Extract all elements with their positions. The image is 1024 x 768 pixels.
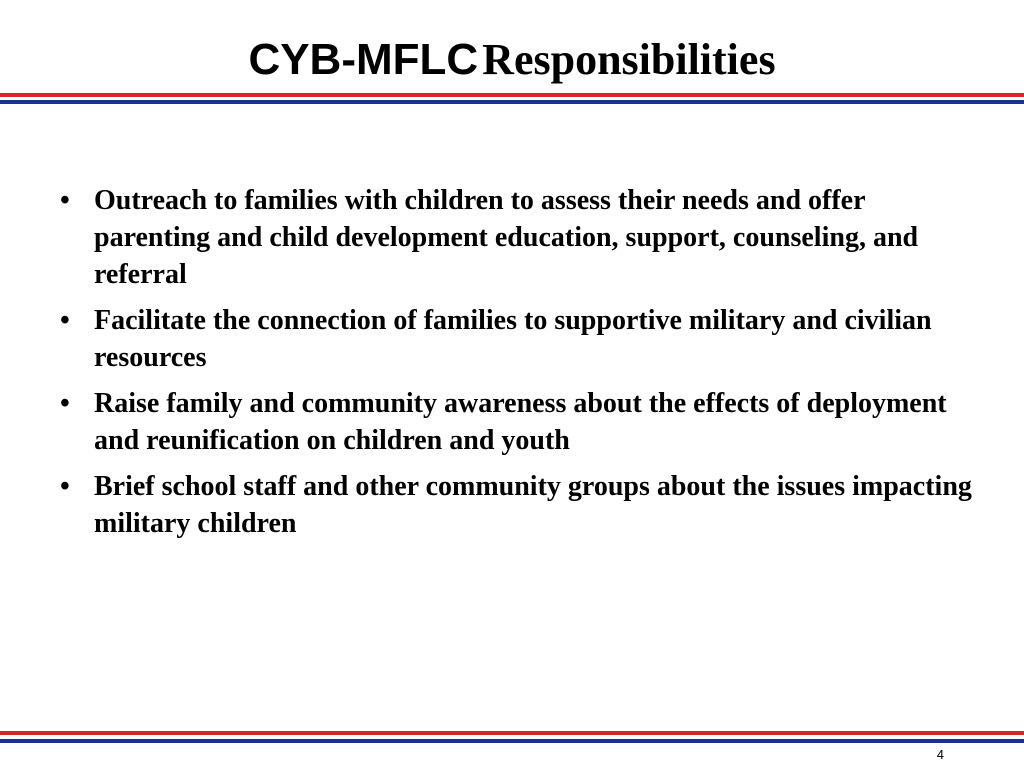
title-suffix: Responsibilities bbox=[482, 35, 776, 84]
top-blue-rule bbox=[0, 100, 1024, 104]
slide-title bbox=[0, 34, 1024, 85]
bullet-list bbox=[56, 182, 976, 551]
bullet-marker: • bbox=[60, 185, 70, 216]
bullet-text: Facilitate the connection of families to supportive military and civilian resources bbox=[94, 305, 932, 373]
bullet-item bbox=[56, 302, 976, 376]
bullet-text: Brief school staff and other community groups about the issues impacting military children bbox=[94, 471, 972, 539]
bottom-blue-rule bbox=[0, 739, 1024, 743]
page-number: 4 bbox=[936, 747, 944, 762]
bullet-text: Raise family and community awareness about the effects of deployment and reunification on children and youth bbox=[94, 388, 947, 456]
bullet-marker: • bbox=[60, 471, 70, 502]
bullet-text: Outreach to families with children to assess their needs and offer parenting and child development education, support, counseling, and referral bbox=[94, 185, 919, 290]
bullet-marker: • bbox=[60, 388, 70, 419]
bullet-item bbox=[56, 468, 976, 542]
bullet-item bbox=[56, 385, 976, 459]
title-prefix: CYB-MFLC bbox=[248, 35, 479, 84]
bullet-marker: • bbox=[60, 305, 70, 336]
bottom-red-rule bbox=[0, 731, 1024, 735]
top-red-rule bbox=[0, 93, 1024, 97]
bullet-item bbox=[56, 182, 976, 293]
